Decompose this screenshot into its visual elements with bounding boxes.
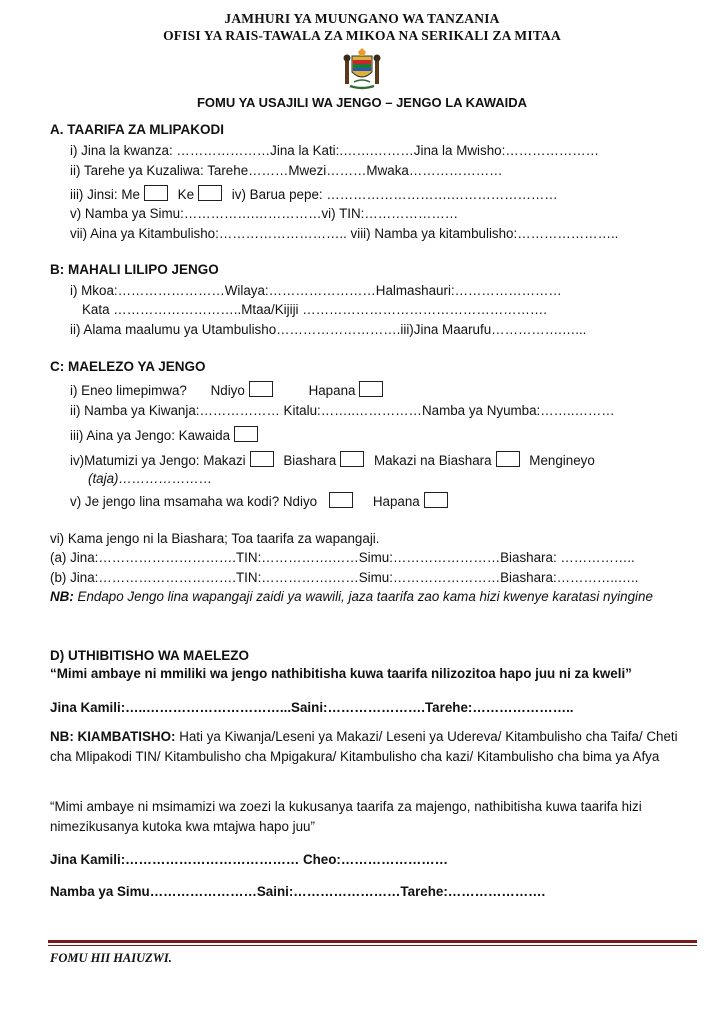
section-c-row5 <box>70 492 454 509</box>
header-line2: OFISI YA RAIS-TAWALA ZA MIKOA NA SERIKALI ZA MITAA <box>163 28 561 43</box>
section-c-row2: ii) Namba ya Kiwanja:……………… Kitalu:……..……………Namba ya Nyumba:……..……… <box>70 403 615 418</box>
owner-signature-row: Jina Kamili:…..…………………………...Saini:………………….Tarehe:………………….. <box>50 700 574 715</box>
surveyed-yes-checkbox[interactable] <box>249 381 273 397</box>
exemption-no-label: Hapana <box>372 494 420 509</box>
section-a-row3 <box>70 185 558 202</box>
note-text: Endapo Jengo lina wapangaji zaidi ya wawili, jaza taarifa zao kama hizi kwenye karatasi nyingine <box>73 589 653 604</box>
mengineyo-label: Mengineyo <box>529 453 595 468</box>
section-a-row4: v) Namba ya Simu:…………….……………vi) TIN:………………… <box>70 206 459 221</box>
section-c-heading: C: MAELEZO YA JENGO <box>50 359 206 374</box>
attachments-label: NB: KIAMBATISHO: <box>50 729 176 744</box>
footer-rule-top <box>48 940 697 943</box>
surveyed-no-checkbox[interactable] <box>359 381 383 397</box>
kawaida-checkbox[interactable] <box>234 426 258 442</box>
form-title: FOMU YA USAJILI WA JENGO – JENGO LA KAWAIDA <box>196 95 528 110</box>
makazi-biashara-label: Makazi na Biashara <box>373 453 492 468</box>
coat-of-arms-icon <box>338 48 386 90</box>
note-label: NB: <box>50 589 74 604</box>
header-line1: JAMHURI YA MUUNGANO WA TANZANIA <box>224 11 500 26</box>
section-c-row3 <box>70 426 264 443</box>
owner-declaration: “Mimi ambaye ni mmiliki wa jengo nathibitisha kuwa taarifa nilizozitoa hapo juu ni za kweli” <box>50 666 632 681</box>
exemption-label: v) Je jengo lina msamaha wa kodi? Ndiyo <box>70 494 318 509</box>
section-b-row1: i) Mkoa:……………………Wilaya:……………………Halmashauri:…………………… <box>70 283 562 298</box>
footer-rule-bottom <box>48 945 697 946</box>
section-a-row2: ii) Tarehe ya Kuzaliwa: Tarehe………Mwezi………Mwaka………………… <box>70 163 503 178</box>
section-a-row5: vii) Aina ya Kitambulisho:……………………….. viii) Namba ya kitambulisho:………………….. <box>70 226 619 241</box>
section-d-heading: D) UTHIBITISHO WA MAELEZO <box>50 648 249 663</box>
makazi-checkbox[interactable] <box>250 451 274 467</box>
male-checkbox[interactable] <box>144 185 168 201</box>
section-b-heading: B: MAHALI LILIPO JENGO <box>50 262 219 277</box>
taja-text: (taja)………………… <box>88 471 213 486</box>
attachments-text: Hati ya Kiwanja/Leseni ya Makazi/ Leseni ya Udereva/ Kitambulisho cha Taifa/ Cheti cha Mlipakodi TIN/ Kitambulisho cha Mpigakura/ Kitambulisho cha kazi/ Kitambulisho cha bima ya Afya <box>50 729 678 764</box>
email-label: iv) Barua pepe: ……………………….…………………… <box>231 187 558 202</box>
building-type-label: iii) Aina ya Jengo: Kawaida <box>70 428 231 443</box>
attachments-note <box>50 727 680 767</box>
supervisor-signature-row: Jina Kamili:………………………………… Cheo:…………………… <box>50 852 449 867</box>
section-a-row1: i) Jina la kwanza: …………………Jina la Kati:.…….………Jina la Mwisho:………………… <box>70 143 600 158</box>
biashara-label: Biashara <box>283 453 337 468</box>
tenant-b-row: (b) Jina:………………………….TIN:…………….……Simu:……………………Biashara:…………..….. <box>50 570 639 585</box>
surveyed-label: i) Eneo limepimwa? <box>70 383 187 398</box>
biashara-checkbox[interactable] <box>340 451 364 467</box>
no-label: Hapana <box>308 383 356 398</box>
section-c-row1 <box>70 381 389 398</box>
section-b-row2: Kata ………………………..Mtaa/Kijiji ………………………………………………. <box>82 302 547 317</box>
gender-label: iii) Jinsi: Me <box>70 187 140 202</box>
exemption-no-checkbox[interactable] <box>424 492 448 508</box>
section-a-heading: A. TAARIFA ZA MLIPAKODI <box>50 122 224 137</box>
section-c-row6: vi) Kama jengo ni la Biashara; Toa taarifa za wapangaji. <box>50 531 380 546</box>
supervisor-declaration: “Mimi ambaye ni msimamizi wa zoezi la kukusanya taarifa za majengo, nathibitisha kuwa taarifa hizi nimezikusanya kutoka kwa mtajwa hapo juu” <box>50 799 642 834</box>
footer-text: FOMU HII HAIUZWI. <box>50 951 172 965</box>
yes-label: Ndiyo <box>210 383 245 398</box>
section-c-note <box>50 587 670 607</box>
usage-label: iv)Matumizi ya Jengo: Makazi <box>70 453 246 468</box>
tenant-a-row: (a) Jina:………………………….TIN:…………….……Simu:……………………Biashara: …………….. <box>50 550 635 565</box>
section-c-row4 <box>70 451 595 468</box>
exemption-yes-checkbox[interactable] <box>329 492 353 508</box>
phone-signature-row: Namba ya Simu……………………Saini:……………………Tarehe:…………………. <box>50 884 546 899</box>
female-label: Ke <box>177 187 195 202</box>
makazi-biashara-checkbox[interactable] <box>496 451 520 467</box>
section-b-row3: ii) Alama maalumu ya Utambulisho……………………….iii)Jina Maarufu…………….…... <box>70 322 587 337</box>
female-checkbox[interactable] <box>198 185 222 201</box>
